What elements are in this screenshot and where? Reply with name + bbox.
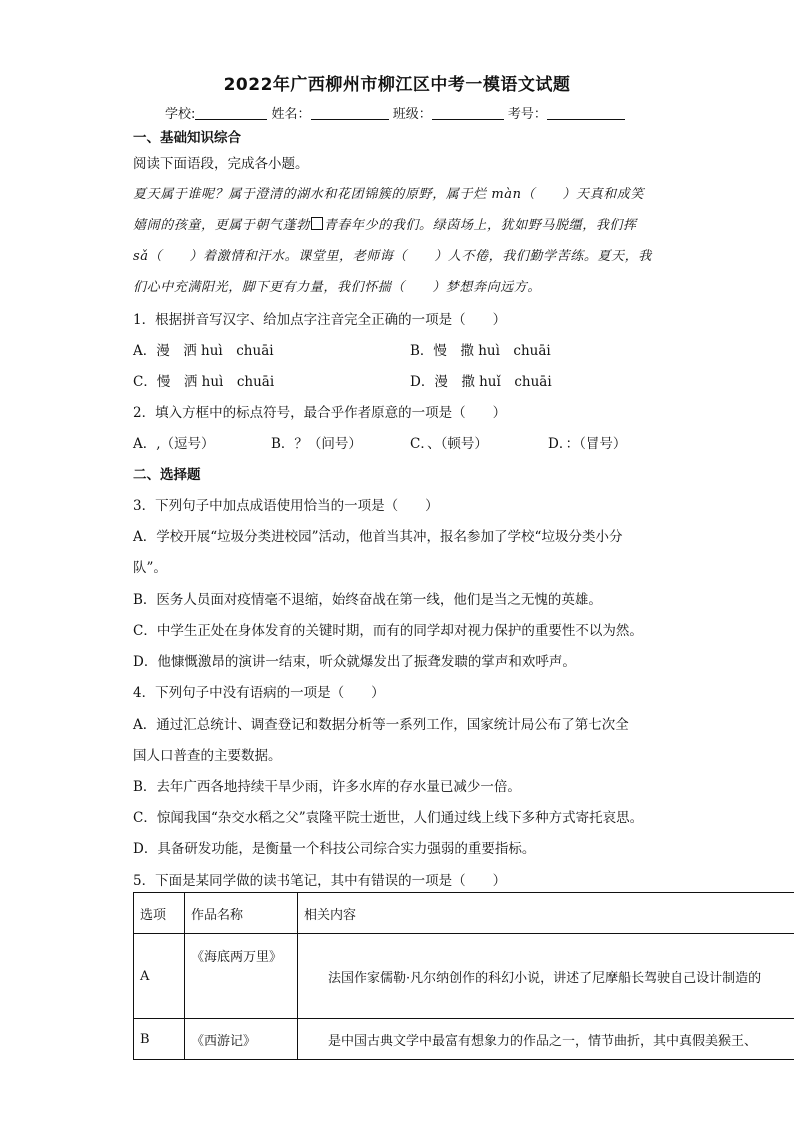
q4-option-b: B．去年广西各地持续干旱少雨，许多水库的存水量已减少一倍。	[133, 779, 521, 795]
name-label: 姓名：	[271, 107, 311, 122]
table-row	[134, 1019, 794, 1060]
q3-option-b: B．医务人员面对疫情毫不退缩，始终奋战在第一线，他们是当之无愧的英雄。	[133, 592, 602, 608]
class-blank	[432, 106, 504, 120]
row-b-title: 《西游记》	[185, 1019, 298, 1060]
exam-no-blank	[547, 106, 625, 120]
header-content: 相关内容	[298, 893, 794, 934]
q4-stem: 4．下列句子中没有语病的一项是（ ）	[133, 685, 385, 701]
class-label: 班级：	[392, 107, 432, 122]
q4-option-a-line1: A．通过汇总统计、调查登记和数据分析等一系列工作，国家统计局公布了第七次全	[133, 717, 629, 733]
passage-line-1: 夏天属于谁呢？属于澄清的湖水和花团锦簇的原野，属于烂 màn（ ）天真和成笑	[133, 187, 644, 202]
name-blank	[311, 106, 389, 120]
exam-title: 2022年广西柳州市柳江区中考一模语文试题	[223, 75, 571, 95]
q3-option-d: D．他慷慨激昂的演讲一结束，听众就爆发出了振聋发聩的掌声和欢呼声。	[133, 654, 576, 670]
passage-line-4: 们心中充满阳光，脚下更有力量，我们怀揣（ ）梦想奔向远方。	[133, 280, 542, 295]
section2-heading: 二、选择题	[133, 467, 201, 483]
school-blank	[195, 106, 267, 120]
q1-option-a: A．漫 洒 huì chuāi	[133, 343, 274, 359]
q1-option-d: D．漫 撒 huǐ chuāi	[410, 374, 552, 390]
passage-line-2b: 青春年少的我们。绿茵场上，犹如野马脱缰，我们挥	[323, 218, 637, 233]
passage-line-2a: 嬉闹的孩童，更属于朝气蓬勃	[133, 218, 310, 233]
q3-option-a-line2: 队”。	[133, 560, 167, 576]
punctuation-box	[311, 217, 323, 230]
table-row	[134, 934, 794, 1019]
q3-stem: 3．下列句子中加点成语使用恰当的一项是（ ）	[133, 498, 439, 514]
section1-heading: 一、基础知识综合	[133, 130, 241, 146]
row-b-option: B	[134, 1019, 185, 1060]
section1-instruction: 阅读下面语段，完成各小题。	[133, 156, 309, 172]
row-a-option: A	[134, 934, 185, 1019]
row-a-content: 法国作家儒勒·凡尔纳创作的科幻小说，讲述了尼摩船长驾驶自己设计制造的	[298, 934, 794, 1019]
q4-option-c: C．惊闻我国“杂交水稻之父”袁隆平院士逝世，人们通过线上线下多种方式寄托哀思。	[133, 810, 644, 826]
row-a-title: 《海底两万里》	[185, 934, 298, 1019]
q5-stem: 5．下面是某同学做的读书笔记，其中有错误的一项是（ ）	[133, 873, 507, 889]
q2-option-c: C．、（顿号）	[410, 436, 488, 452]
q1-stem: 1．根据拼音写汉字、给加点字注音完全正确的一项是（ ）	[133, 312, 507, 328]
header-option: 选项	[134, 893, 185, 934]
table-header-row	[134, 893, 794, 934]
student-info-line	[165, 103, 625, 122]
q2-option-d: D．：（冒号）	[548, 436, 627, 452]
passage-line-3: sǎ（ ）着激情和汗水。课堂里，老师诲（ ）人不倦，我们勤学苦练。夏天，我	[133, 249, 652, 264]
q1-option-c: C．慢 洒 huì chuāi	[133, 374, 275, 390]
q4-option-a-line2: 国人口普查的主要数据。	[133, 748, 282, 764]
school-label: 学校:	[165, 107, 196, 122]
q3-option-a-line1: A．学校开展“垃圾分类进校园”活动，他首当其冲，报名参加了学校“垃圾分类小分	[133, 529, 623, 545]
q4-option-d: D．具备研发功能，是衡量一个科技公司综合实力强弱的重要指标。	[133, 841, 536, 857]
q1-option-b: B．慢 撒 huì chuāi	[410, 343, 551, 359]
q2-stem: 2．填入方框中的标点符号，最合乎作者原意的一项是（ ）	[133, 405, 507, 421]
q2-option-b: B．？（问号）	[271, 436, 362, 452]
exam-no-label: 考号：	[507, 107, 547, 122]
header-work-title: 作品名称	[185, 893, 298, 934]
reading-notes-table	[133, 892, 794, 1060]
row-b-content: 是中国古典文学中最富有想象力的作品之一，情节曲折，其中真假美猴王、	[298, 1019, 794, 1060]
q3-option-c: C．中学生正处在身体发育的关键时期，而有的同学却对视力保护的重要性不以为然。	[133, 623, 643, 639]
q2-option-a: A．,（逗号）	[133, 436, 215, 452]
passage-line-2	[133, 214, 637, 233]
